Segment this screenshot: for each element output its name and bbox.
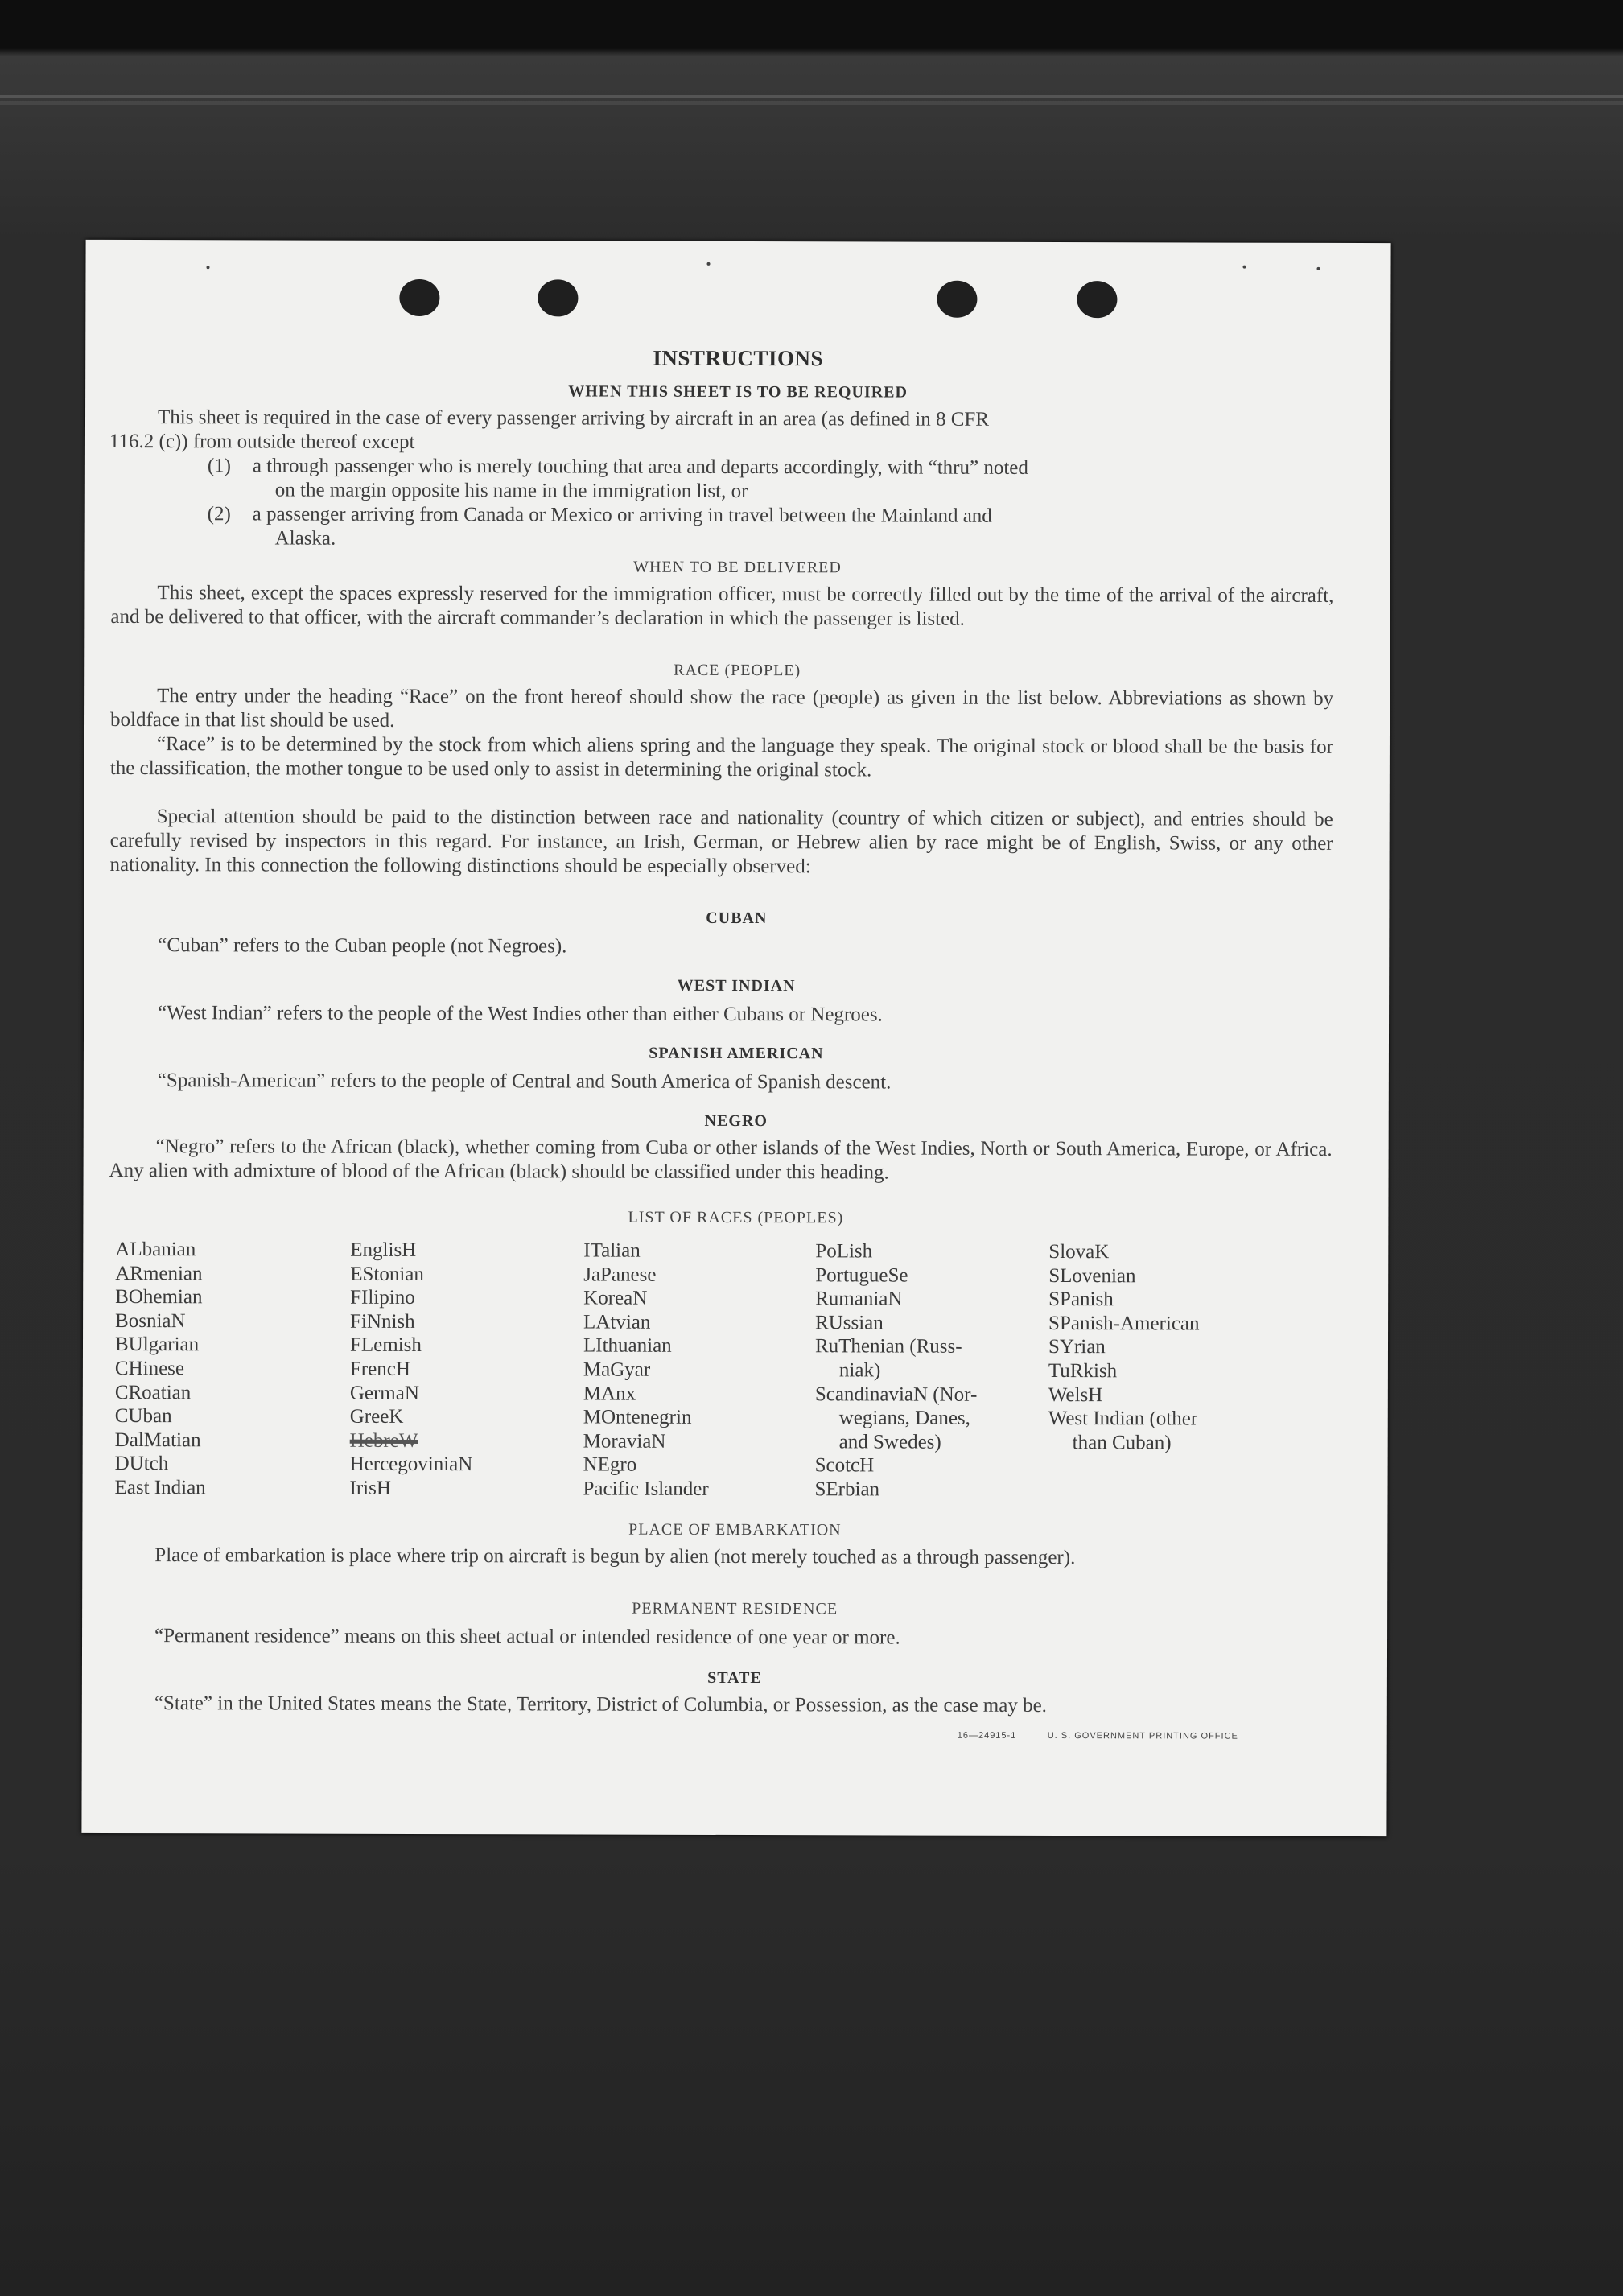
race-list-item: EStonian: [350, 1263, 424, 1285]
race-list-item: West Indian (other: [1048, 1408, 1198, 1430]
race-paragraph-3: Special attention should be paid to the distinction between race and nationality (country of which citizen or subject), and entries should be carefully revised by inspectors in this regard. For instance, an Irish, German, or Hebrew alien by race might be of English, Swiss, or any other nationality. In this connection the following distinctions should be especially observed:: [109, 806, 1333, 878]
heading-state: STATE: [707, 1668, 762, 1688]
required-intro-line-1: This sheet is required in the case of every passenger arriving by aircraft in an area (as defined in 8 CFR: [157, 406, 990, 431]
race-list-item: DalMatian: [114, 1428, 201, 1452]
race-list-item-continuation: and Swedes): [838, 1431, 941, 1453]
heading-required: WHEN THIS SHEET IS TO BE REQUIRED: [568, 382, 908, 402]
race-list-item: DUtch: [114, 1453, 169, 1475]
race-paragraph-1: The entry under the heading “Race” on the front hereof should show the race (people) as given in the list below. Abbreviations as shown by boldface in that list should be used.: [109, 685, 1334, 732]
heading-spanish-american: SPANISH AMERICAN: [649, 1044, 824, 1063]
race-list-item: HercegoviniaN: [349, 1453, 473, 1476]
scan-artifact-line: [0, 101, 1623, 105]
punch-hole: [538, 279, 578, 316]
punch-hole: [937, 281, 977, 318]
race-list-column-5: [1048, 1240, 1200, 1455]
item-number: (2): [207, 503, 231, 526]
race-list-item: BosniaN: [115, 1309, 186, 1332]
punch-hole: [399, 279, 439, 316]
item-number: (1): [207, 455, 232, 477]
negro-text: “Negro” refers to the African (black), whether coming from Cuba or other islands of the West Indies, North or South America, Europe, or Africa. Any alien with admixture of blood of the African (black) should be classified under this heading.: [109, 1136, 1333, 1184]
race-list-item: SPanish: [1048, 1288, 1114, 1311]
race-list-item: ARmenian: [115, 1262, 203, 1284]
heading-negro: NEGRO: [704, 1111, 768, 1131]
west-indian-text: “West Indian” refers to the people of the West Indies other than either Cubans or Negroes.: [158, 1002, 883, 1026]
race-list-item: ALbanian: [115, 1238, 196, 1261]
race-list-item: FrencH: [349, 1358, 410, 1380]
speck: [707, 262, 711, 266]
race-list-item: MOntenegrin: [583, 1406, 692, 1429]
race-list-item: FIlipino: [350, 1286, 415, 1309]
race-list-item: MoraviaN: [583, 1430, 666, 1453]
race-list-item: RumaniaN: [815, 1288, 903, 1310]
race-list-item: PoLish: [815, 1240, 873, 1263]
race-paragraph-2: “Race” is to be determined by the stock from which aliens spring and the language they speak. The original stock or blood shall be the basis for the classification, the mother tongue to be used only to assist in determining the original stock.: [109, 733, 1333, 781]
punch-hole: [1077, 281, 1117, 318]
race-list-item: MAnx: [583, 1383, 636, 1405]
race-list-item: NEgro: [583, 1453, 637, 1477]
race-list-item-continuation: than Cuban): [1072, 1431, 1172, 1454]
race-list-item: SErbian: [814, 1478, 880, 1501]
race-list-item: SlovaK: [1048, 1241, 1110, 1263]
race-list-item: ITalian: [583, 1239, 641, 1262]
race-list-item: SYrian: [1048, 1336, 1106, 1358]
speck: [1243, 266, 1246, 269]
race-list-item: KoreaN: [583, 1287, 648, 1309]
heading-delivered: WHEN TO BE DELIVERED: [633, 558, 842, 577]
speck: [206, 266, 209, 269]
form-number: 16—24915-1: [957, 1730, 1017, 1741]
race-list-column-2: [349, 1239, 473, 1501]
race-list-item: ScotcH: [814, 1454, 875, 1477]
race-list-item: FiNnish: [350, 1310, 415, 1333]
race-list-item: GermaN: [349, 1382, 419, 1404]
race-list-column-4: [814, 1239, 977, 1502]
embarkation-text: Place of embarkation is place where trip on aircraft is begun by alien (not merely touched as a through passenger).: [154, 1544, 1076, 1569]
heading-race: RACE (PEOPLE): [674, 661, 801, 680]
required-item-1-line-1: a through passenger who is merely touching that area and departs accordingly, with “thru” noted: [252, 455, 1028, 479]
race-list-item: RUssian: [815, 1312, 884, 1334]
speck: [1317, 267, 1320, 270]
race-list-item: SPanish-American: [1048, 1312, 1200, 1335]
race-list-item-struck: HebreW: [349, 1429, 418, 1452]
heading-embarkation: PLACE OF EMBARKATION: [628, 1520, 842, 1540]
race-list-item: Pacific Islander: [583, 1478, 709, 1500]
race-list-item: RuThenian (Russ-: [814, 1335, 962, 1358]
required-item-2-line-1: a passenger arriving from Canada or Mexico or arriving in travel between the Mainland and: [252, 503, 992, 527]
race-list-item: CUban: [114, 1405, 172, 1428]
race-list-item: PortugueSe: [815, 1263, 908, 1287]
heading-list: LIST OF RACES (PEOPLES): [628, 1208, 844, 1227]
race-list-item: LIthuanian: [583, 1334, 672, 1358]
race-list-item: IrisH: [349, 1477, 391, 1499]
race-list-item-continuation: niak): [838, 1359, 881, 1382]
scan-artifact-line: [0, 95, 1623, 98]
document-page: [81, 240, 1390, 1836]
race-list-item: MaGyar: [583, 1358, 651, 1381]
heading-west-indian: WEST INDIAN: [677, 976, 796, 995]
state-text: “State” in the United States means the State, Territory, District of Columbia, or Possession, as the case may be.: [154, 1692, 1047, 1717]
spanish-american-text: “Spanish-American” refers to the people of Central and South America of Spanish descent.: [157, 1070, 892, 1094]
race-list-item: JaPanese: [583, 1263, 657, 1286]
race-list-item: BOhemian: [115, 1286, 203, 1309]
race-list-item: TuRkish: [1048, 1359, 1118, 1383]
page-title: INSTRUCTIONS: [653, 345, 824, 371]
race-list-item: GreeK: [349, 1405, 404, 1428]
race-list-item: East Indian: [114, 1476, 206, 1499]
delivered-text: This sheet, except the spaces expressly reserved for the immigration officer, must be correctly filled out by the time of the arrival of the aircraft, and be delivered to that officer, with the aircraft commander’s declaration in which the passenger is listed.: [110, 582, 1334, 630]
race-list-item: CRoatian: [114, 1381, 192, 1404]
required-intro-line-2: 116.2 (c)) from outside thereof except: [109, 430, 415, 453]
race-list-item: BUlgarian: [114, 1333, 200, 1356]
race-list-item: CHinese: [114, 1357, 185, 1380]
race-list-item: WelsH: [1048, 1383, 1103, 1406]
required-item-1-line-2: on the margin opposite his name in the immigration list, or: [274, 479, 748, 503]
residence-text: “Permanent residence” means on this sheet actual or intended residence of one year or more.: [154, 1625, 900, 1649]
race-list-item: ScandinaviaN (Nor-: [814, 1383, 978, 1406]
race-list-item: EnglisH: [350, 1239, 417, 1261]
cuban-text: “Cuban” refers to the Cuban people (not Negroes).: [158, 934, 567, 958]
race-list-column-1: [114, 1238, 206, 1500]
required-item-2-line-2: Alaska.: [274, 527, 336, 550]
race-list-item-continuation: wegians, Danes,: [838, 1407, 970, 1429]
heading-cuban: CUBAN: [706, 909, 768, 928]
race-list-item: LAtvian: [583, 1311, 651, 1333]
printer-imprint: U. S. GOVERNMENT PRINTING OFFICE: [1047, 1731, 1238, 1742]
race-list-item: FLemish: [349, 1334, 422, 1357]
race-list-column-3: [583, 1239, 709, 1502]
race-list-item: SLovenian: [1048, 1264, 1136, 1287]
heading-residence: PERMANENT RESIDENCE: [632, 1599, 838, 1618]
